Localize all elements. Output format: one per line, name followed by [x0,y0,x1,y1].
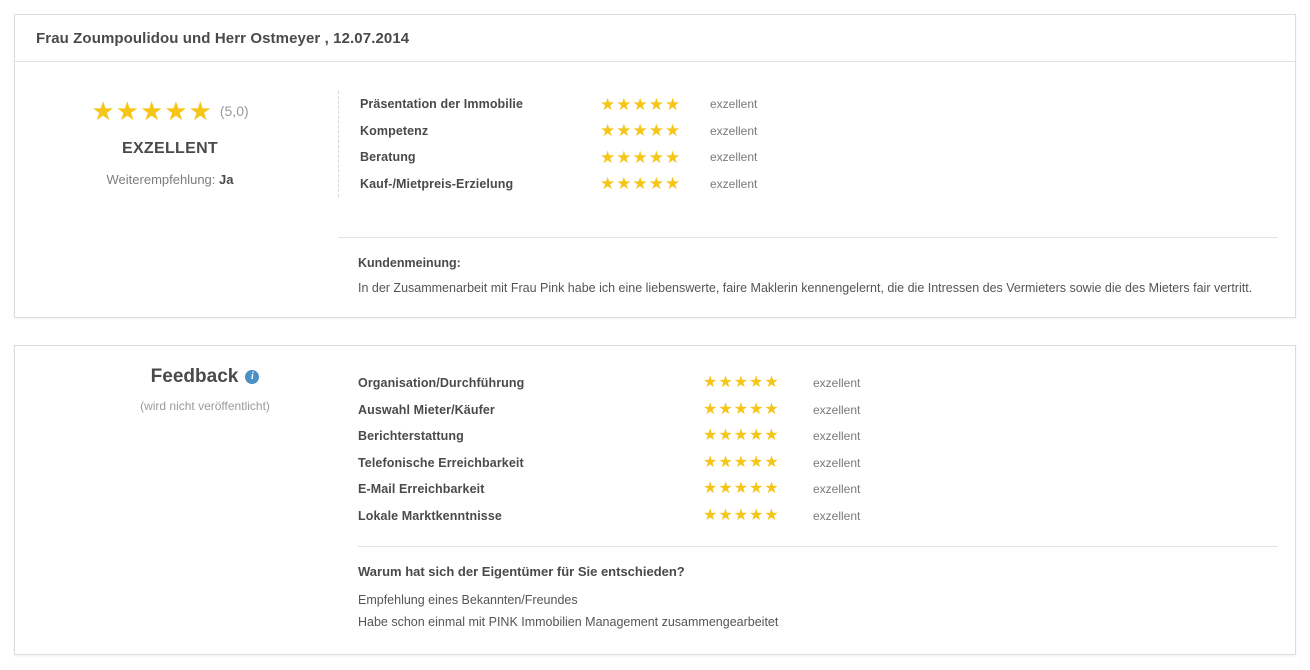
star-icon: ★ [718,374,733,392]
star-icon: ★ [164,96,188,126]
star-icon: ★ [733,453,749,471]
star-icon: ★ [718,480,733,498]
recommendation-label: Weiterempfehlung: [106,172,220,187]
star-icon: ★ [764,453,779,471]
customer-opinion-text: In der Zusammenarbeit mit Frau Pink habe ich eine liebenswerte, faire Maklerin kennengelernt, die die Intressen des Vermieters sowie die des Mieters fair vertritt. [358,281,1253,295]
star-icon: ★ [600,121,616,141]
star-icon: ★ [616,94,632,114]
criteria-label: Kompetenz [360,123,429,138]
criteria-star-rating [600,175,700,192]
star-icon: ★ [703,400,718,418]
feedback-word: exzellent [813,482,861,497]
feedback-star-rating [703,375,803,391]
feedback-row [358,476,1278,503]
star-icon: ★ [616,174,632,194]
feedback-card [14,345,1296,655]
star-icon: ★ [749,480,764,498]
star-icon: ★ [703,427,718,445]
summary-recommendation [15,172,325,187]
feedback-subtitle: (wird nicht veröffentlicht) [140,399,270,413]
star-icon: ★ [600,94,616,114]
star-icon: ★ [648,174,664,194]
star-icon: ★ [703,506,718,524]
star-icon: ★ [749,506,764,524]
star-icon: ★ [764,427,779,445]
feedback-row [358,397,1278,424]
criteria-word: exzellent [710,150,758,165]
review-criteria-list [338,91,1278,197]
feedback-star-rating [703,455,803,471]
feedback-title-text: Feedback [150,366,239,387]
feedback-reason-line: Empfehlung eines Bekannten/Freundes [358,593,578,607]
star-icon: ★ [648,94,664,114]
star-icon: ★ [764,400,779,418]
star-icon: ★ [665,121,681,141]
star-icon: ★ [749,400,764,418]
star-icon: ★ [91,96,115,126]
criteria-label: Kauf-/Mietpreis-Erzielung [360,176,514,191]
summary-rating-label: EXZELLENT [121,140,219,157]
star-icon: ★ [665,147,681,167]
feedback-row [358,370,1278,397]
star-icon: ★ [764,480,779,498]
criteria-word: exzellent [710,176,758,191]
criteria-word: exzellent [710,123,758,138]
info-icon[interactable]: i [245,370,259,384]
feedback-label: Organisation/Durchführung [358,376,525,391]
star-icon: ★ [733,374,749,392]
customer-opinion-title: Kundenmeinung: [358,256,461,270]
feedback-heading-block [15,366,395,413]
star-icon: ★ [733,480,749,498]
star-icon: ★ [600,174,616,194]
star-icon: ★ [703,453,718,471]
feedback-word: exzellent [813,402,861,417]
feedback-word: exzellent [813,455,861,470]
star-icon: ★ [139,96,164,126]
criteria-row [360,171,1278,198]
star-icon: ★ [616,121,632,141]
criteria-word: exzellent [710,97,758,112]
star-icon: ★ [648,121,664,141]
star-icon: ★ [733,506,749,524]
star-icon: ★ [749,453,764,471]
review-summary [15,63,325,187]
star-icon: ★ [718,427,733,445]
feedback-word: exzellent [813,376,861,391]
feedback-label: E-Mail Erreichbarkeit [358,482,485,497]
star-icon: ★ [188,96,212,126]
feedback-word: exzellent [813,429,861,444]
star-icon: ★ [703,374,718,392]
star-icon: ★ [632,121,648,141]
criteria-star-rating [600,122,700,139]
review-card-header [15,15,1295,62]
criteria-label: Beratung [360,150,416,165]
feedback-word: exzellent [813,508,861,523]
criteria-row [360,118,1278,145]
customer-opinion [338,237,1278,297]
feedback-reason-block [358,546,1278,633]
feedback-label: Lokale Marktkenntnisse [358,508,502,523]
feedback-star-rating [703,481,803,497]
feedback-star-rating [703,402,803,418]
star-icon: ★ [616,147,632,167]
feedback-criteria-list [358,370,1278,529]
feedback-label: Berichterstattung [358,429,464,444]
feedback-label: Telefonische Erreichbarkeit [358,455,524,470]
star-icon: ★ [718,506,733,524]
star-icon: ★ [764,374,779,392]
criteria-row [360,91,1278,118]
star-icon: ★ [665,174,681,194]
feedback-label: Auswahl Mieter/Käufer [358,402,495,417]
star-icon: ★ [749,427,764,445]
feedback-row [358,503,1278,530]
star-icon: ★ [733,400,749,418]
criteria-star-rating [600,96,700,113]
review-card [14,14,1296,318]
star-icon: ★ [115,96,139,126]
summary-star-rating [15,98,325,124]
recommendation-value: Ja [219,172,234,187]
page-title: Frau Zoumpoulidou und Herr Ostmeyer , 12.07.2014 [36,29,410,47]
criteria-label: Präsentation der Immobilie [360,97,524,112]
star-icon: ★ [764,506,779,524]
feedback-reason-line: Habe schon einmal mit PINK Immobilien Management zusammengearbeitet [358,615,779,629]
summary-score: (5,0) [219,103,249,119]
feedback-star-rating [703,428,803,444]
criteria-row [360,144,1278,171]
star-icon: ★ [733,427,749,445]
star-icon: ★ [749,374,764,392]
criteria-star-rating [600,149,700,166]
star-icon: ★ [703,480,718,498]
star-icon: ★ [665,94,681,114]
star-icon: ★ [632,174,648,194]
feedback-title [151,366,260,388]
feedback-row [358,423,1278,450]
star-icon: ★ [632,147,648,167]
feedback-reason-title: Warum hat sich der Eigentümer für Sie entschieden? [358,564,685,579]
star-icon: ★ [632,94,648,114]
star-icon: ★ [718,453,733,471]
star-icon: ★ [648,147,664,167]
star-icon: ★ [718,400,733,418]
star-icon: ★ [600,147,616,167]
feedback-row [358,450,1278,477]
feedback-star-rating [703,508,803,524]
